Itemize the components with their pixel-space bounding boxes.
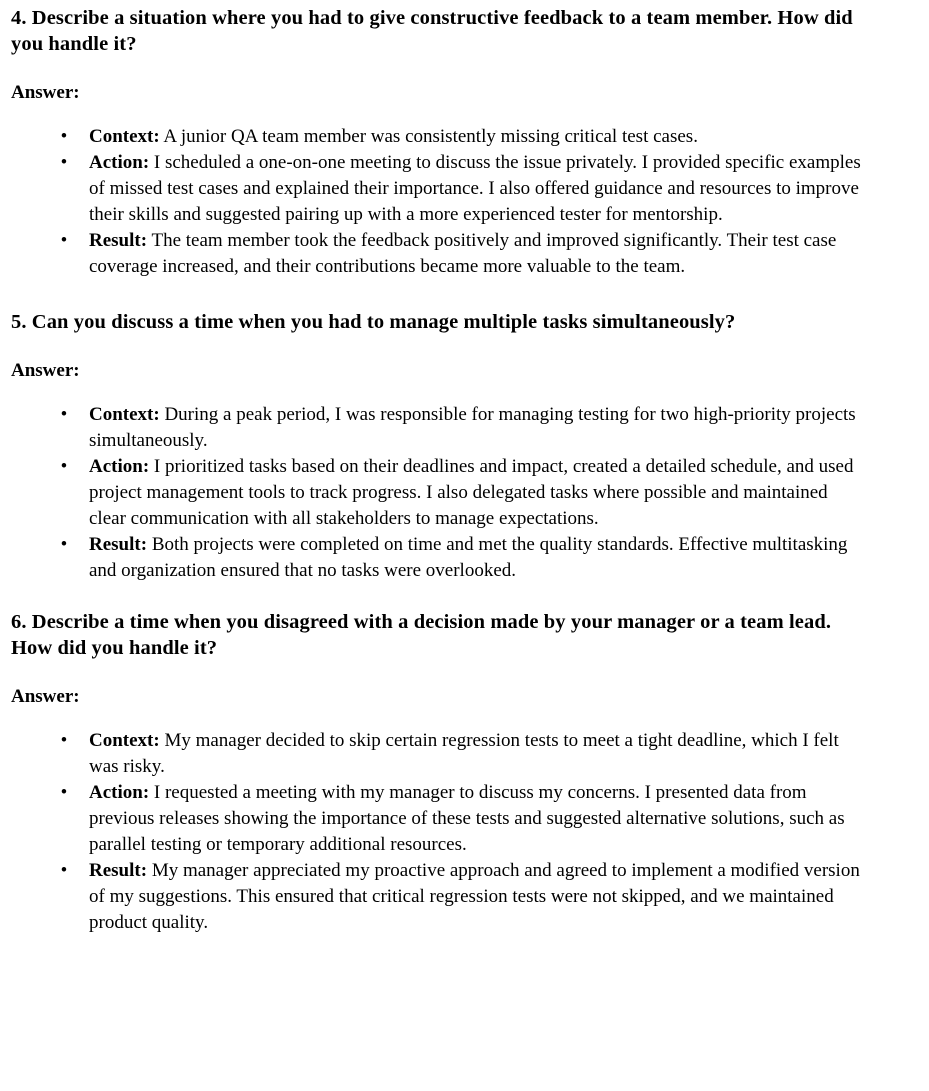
question-heading-5: 5. Can you discuss a time when you had to manage multiple tasks simultaneously?	[11, 311, 736, 333]
list-item	[11, 402, 869, 454]
list-item-tag: Action:	[89, 456, 150, 477]
bullet-icon: •	[60, 860, 68, 881]
answer-list-4	[11, 124, 869, 280]
bullet-icon: •	[60, 126, 68, 147]
spacer	[11, 57, 869, 80]
list-item	[11, 532, 869, 584]
answer-label-6: Answer:	[11, 686, 80, 707]
spacer	[11, 584, 869, 609]
list-item-text: I scheduled a one-on-one meeting to discuss the issue privately. I provided specific examples of missed test cases and explained their importance. I also offered guidance and resources to improve their skills and suggested pairing up with a more experienced tester for mentorship.	[89, 152, 861, 225]
spacer	[11, 661, 869, 684]
question-heading-6: 6. Describe a time when you disagreed with a decision made by your manager or a team lead. How did you handle it?	[11, 611, 832, 659]
bullet-icon: •	[60, 534, 68, 555]
list-item	[11, 858, 869, 936]
list-item	[11, 728, 869, 780]
bullet-icon: •	[60, 404, 68, 425]
list-item-text: I prioritized tasks based on their deadlines and impact, created a detailed schedule, and used project management tools to track progress. I also delegated tasks where possible and maintained clear communication with all stakeholders to manage expectations.	[89, 456, 854, 529]
question-heading-4: 4. Describe a situation where you had to give constructive feedback to a team member. How did you handle it?	[11, 7, 853, 55]
bullet-icon: •	[60, 782, 68, 803]
list-item-text: I requested a meeting with my manager to discuss my concerns. I presented data from previous releases showing the importance of these tests and suggested alternative solutions, such as parallel testing or temporary additional resources.	[89, 782, 845, 855]
list-item	[11, 150, 869, 228]
list-item-text: A junior QA team member was consistently missing critical test cases.	[159, 126, 698, 147]
bullet-icon: •	[60, 230, 68, 251]
list-item-tag: Context:	[89, 404, 160, 425]
bullet-icon: •	[60, 456, 68, 477]
spacer	[11, 384, 869, 402]
answer-label-4: Answer:	[11, 82, 80, 103]
list-item-tag: Result:	[89, 860, 148, 881]
spacer	[11, 106, 869, 124]
spacer	[11, 335, 869, 358]
list-item	[11, 454, 869, 532]
answer-list-5	[11, 402, 869, 584]
list-item-text: During a peak period, I was responsible for managing testing for two high-priority projects simultaneously.	[89, 404, 856, 451]
list-item-text: The team member took the feedback positively and improved significantly. Their test case coverage increased, and their contributions became more valuable to the team.	[89, 230, 837, 277]
bullet-icon: •	[60, 152, 68, 173]
list-item	[11, 228, 869, 280]
list-item-tag: Action:	[89, 782, 150, 803]
list-item-text: My manager appreciated my proactive approach and agreed to implement a modified version of my suggestions. This ensured that critical regression tests were not skipped, and we maintained product quality.	[89, 860, 860, 933]
spacer	[11, 710, 869, 728]
list-item-tag: Context:	[89, 730, 160, 751]
list-item-tag: Action:	[89, 152, 150, 173]
answer-list-6	[11, 728, 869, 936]
list-item-text: Both projects were completed on time and met the quality standards. Effective multitasking and organization ensured that no tasks were overlooked.	[89, 534, 848, 581]
answer-label-5: Answer:	[11, 360, 80, 381]
list-item-text: My manager decided to skip certain regression tests to meet a tight deadline, which I felt was risky.	[89, 730, 839, 777]
list-item-tag: Result:	[89, 534, 148, 555]
bullet-icon: •	[60, 730, 68, 751]
list-item-tag: Context:	[89, 126, 160, 147]
list-item-tag: Result:	[89, 230, 148, 251]
spacer	[11, 280, 869, 309]
list-item	[11, 124, 869, 150]
list-item	[11, 780, 869, 858]
